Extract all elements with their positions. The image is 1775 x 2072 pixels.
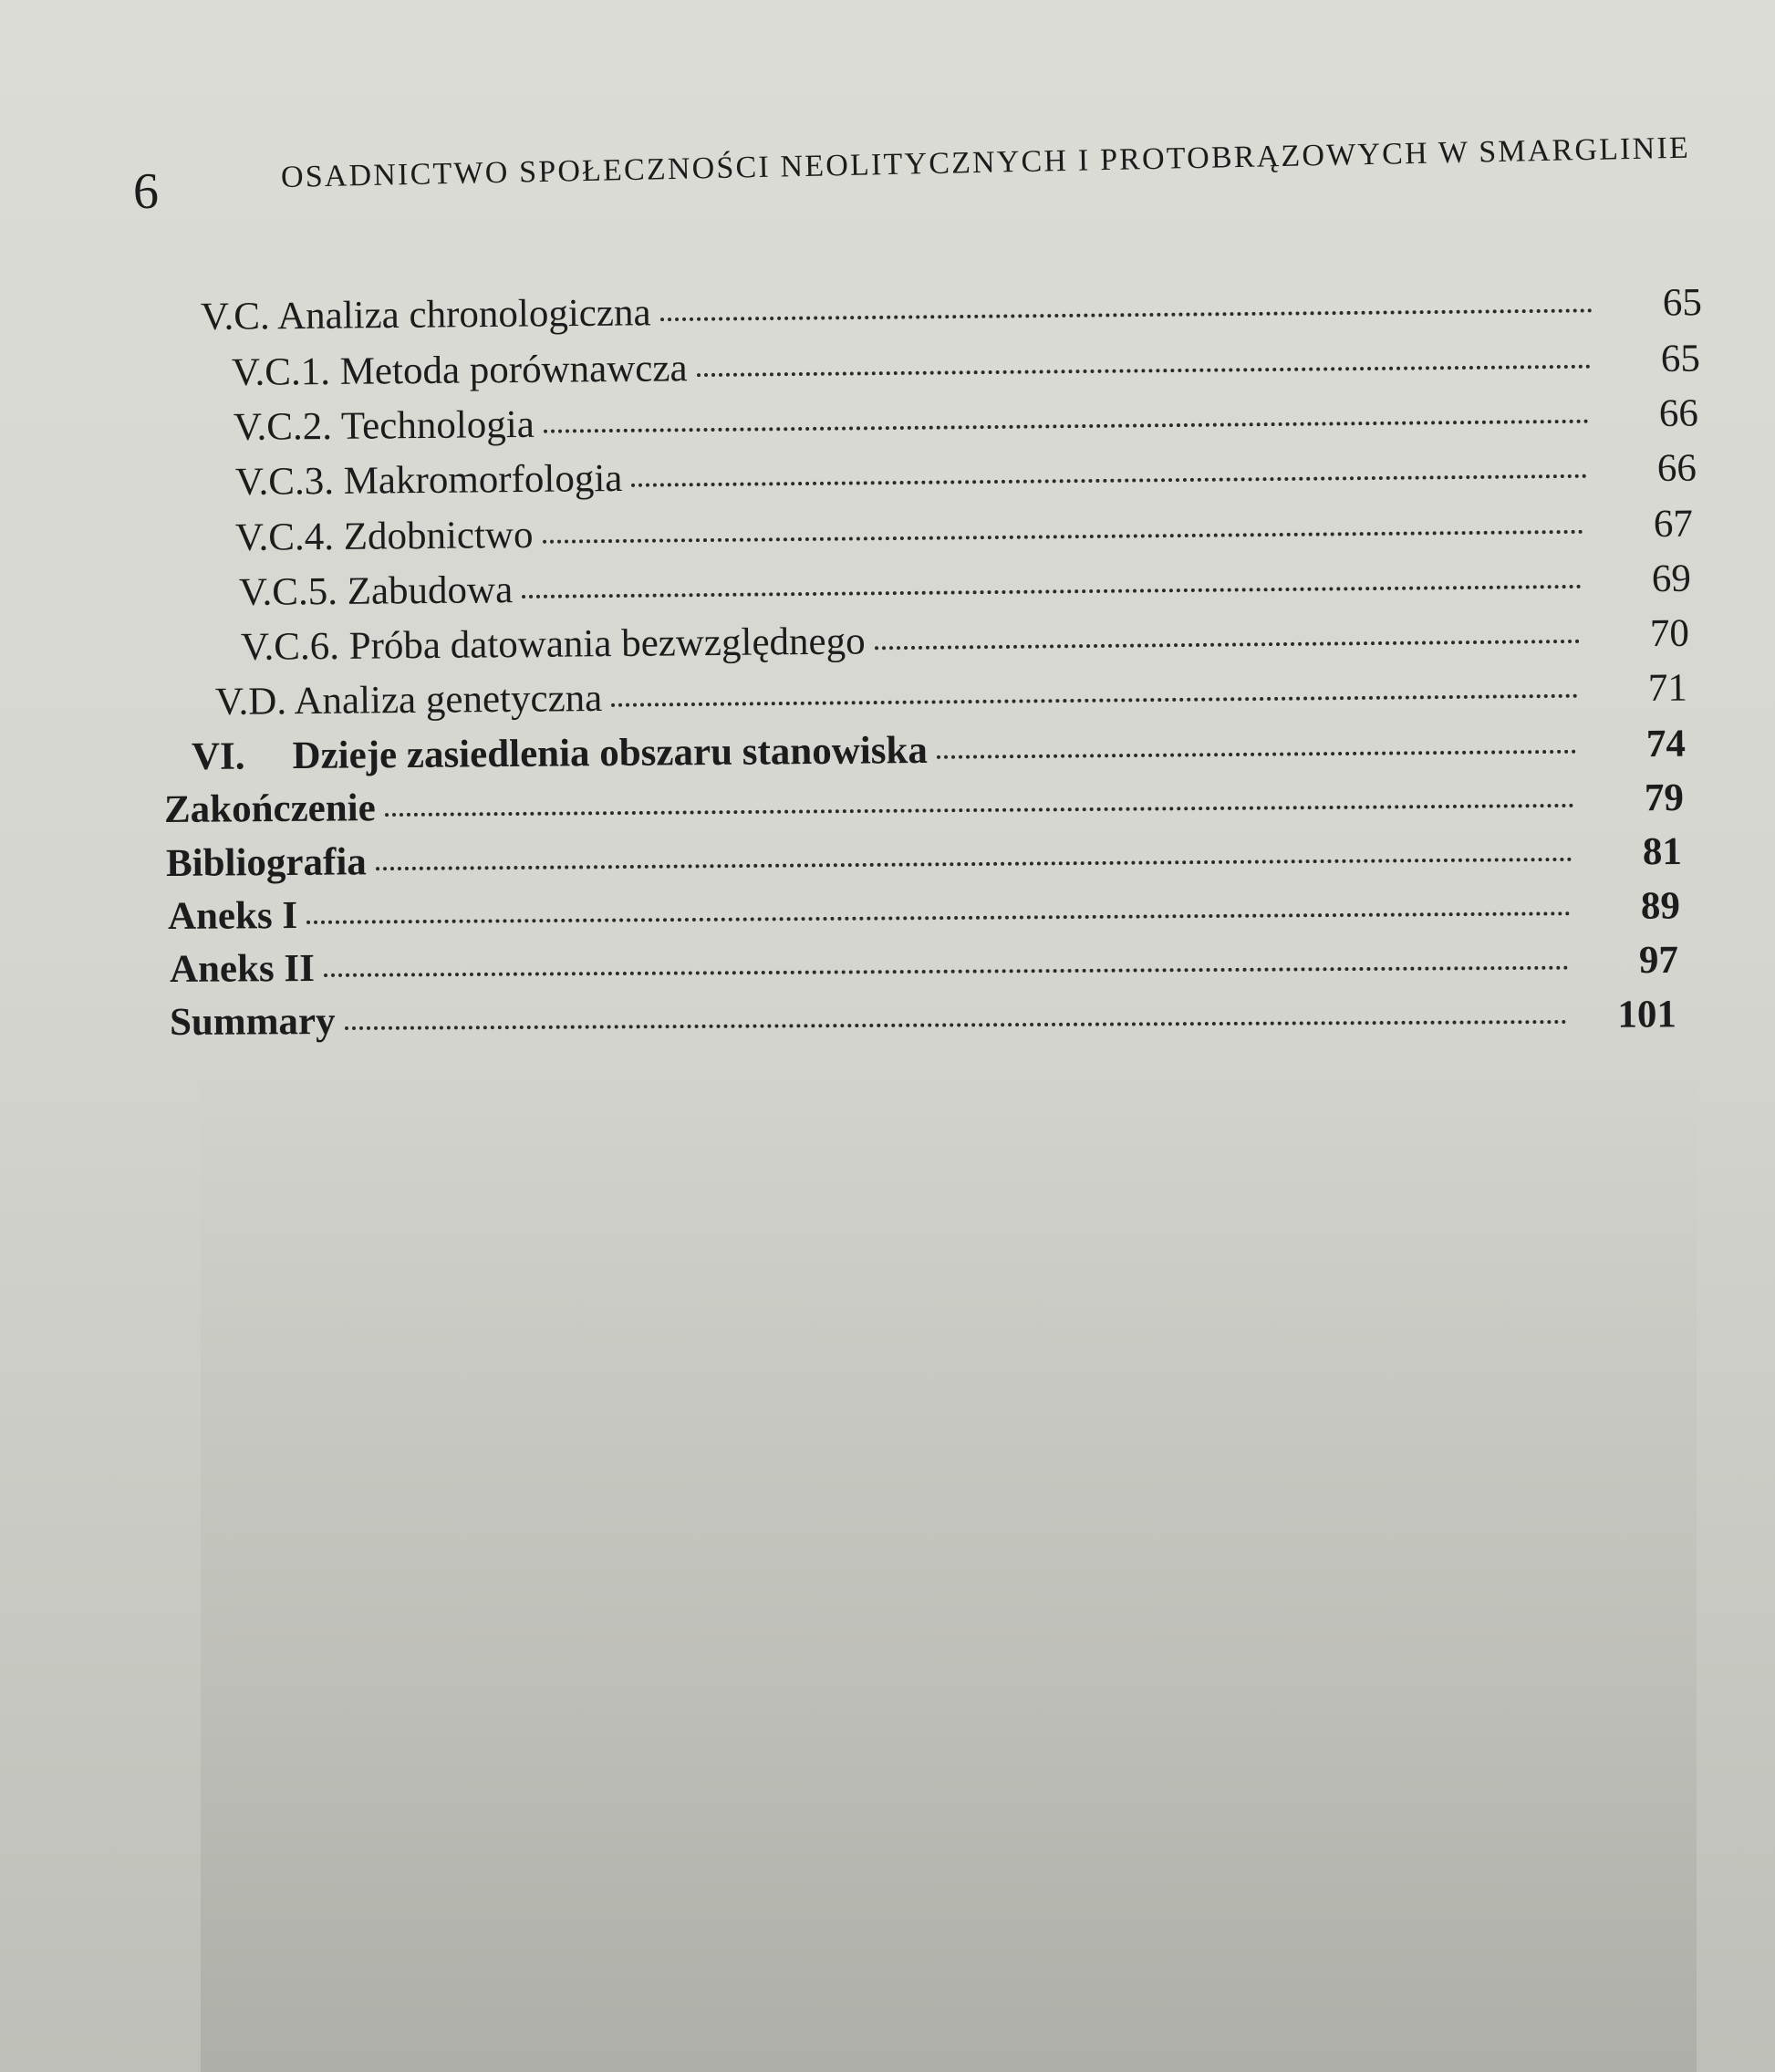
toc-entry	[164, 778, 1684, 829]
toc-entry-title: V.C.2. Technologia	[233, 402, 535, 449]
toc-entry-page: 70	[1649, 611, 1690, 656]
toc-leader-dots	[697, 365, 1591, 377]
toc-entry-page: 66	[1656, 446, 1697, 491]
toc-leader-dots	[660, 308, 1593, 321]
toc-entry-page: 67	[1653, 502, 1694, 547]
toc-entry	[165, 829, 1683, 885]
toc-entry	[239, 559, 1691, 612]
show-through-shadow	[201, 1049, 1697, 2072]
toc-entry-title: Bibliografia	[165, 840, 367, 885]
toc-entry-page: 66	[1658, 391, 1699, 435]
toc-entry-title: Zakończenie	[163, 786, 376, 831]
toc-entry	[192, 724, 1686, 776]
toc-entry-number: VI.	[191, 734, 245, 778]
toc-entry	[234, 446, 1697, 504]
toc-entry-page: 81	[1642, 829, 1683, 874]
toc-leader-dots	[875, 640, 1580, 650]
toc-entry-page: 89	[1640, 884, 1681, 928]
toc-entry-page: 69	[1651, 557, 1692, 601]
toc-entry	[169, 938, 1679, 991]
toc-entry-title: Dzieje zasiedlenia obszaru stanowiska	[292, 728, 929, 778]
running-title: OSADNICTWO SPOŁECZNOŚCI NEOLITYCZNYCH I PROTOBRĄZOWYCH W SMARGLINIE	[280, 130, 1691, 194]
toc-entry	[170, 994, 1676, 1042]
toc-leader-dots	[543, 530, 1583, 544]
toc-leader-dots	[376, 858, 1573, 870]
toc-entry	[168, 886, 1680, 936]
toc-entry-title: V.C.3. Makromorfologia	[234, 456, 623, 504]
toc-leader-dots	[631, 474, 1587, 487]
toc-entry-page: 65	[1660, 337, 1701, 380]
toc-leader-dots	[522, 585, 1582, 599]
toc-entry	[233, 391, 1699, 449]
toc-entry-page: 101	[1617, 993, 1677, 1036]
toc-leader-dots	[306, 911, 1571, 924]
toc-leader-dots	[385, 804, 1574, 817]
toc-entry	[232, 339, 1700, 392]
toc-entry-title: Summary	[169, 1000, 336, 1044]
toc-leader-dots	[937, 750, 1576, 759]
toc-leader-dots	[345, 1020, 1567, 1030]
page-number: 6	[133, 163, 159, 220]
toc-entry-title: Aneks II	[169, 947, 316, 991]
toc-entry-title: V.D. Analiza genetyczna	[214, 676, 603, 724]
toc-entry-title: V.C. Analiza chronologiczna	[200, 291, 651, 338]
toc-leader-dots	[544, 420, 1589, 433]
toc-entry-page: 79	[1644, 776, 1685, 820]
toc-entry	[201, 283, 1702, 337]
toc-entry-title: V.C.1. Metoda porównawcza	[231, 347, 688, 394]
toc-entry-page: 65	[1662, 281, 1703, 325]
toc-entry	[234, 502, 1694, 559]
toc-entry-title: Aneks I	[167, 894, 298, 938]
toc-entry-page: 71	[1647, 666, 1688, 710]
toc-entry-page: 74	[1645, 722, 1687, 766]
toc-entry	[214, 666, 1688, 724]
toc-leader-dots	[611, 694, 1578, 707]
toc-entry-title: V.C.4. Zdobnictwo	[234, 513, 534, 559]
toc-entry-title: V.C.6. Próba datowania bezwzględnego	[240, 620, 866, 669]
toc-entry-page: 97	[1638, 938, 1679, 983]
toc-entry	[240, 611, 1690, 669]
toc-leader-dots	[324, 966, 1569, 977]
toc-entry-title: V.C.5. Zabudowa	[238, 568, 514, 614]
